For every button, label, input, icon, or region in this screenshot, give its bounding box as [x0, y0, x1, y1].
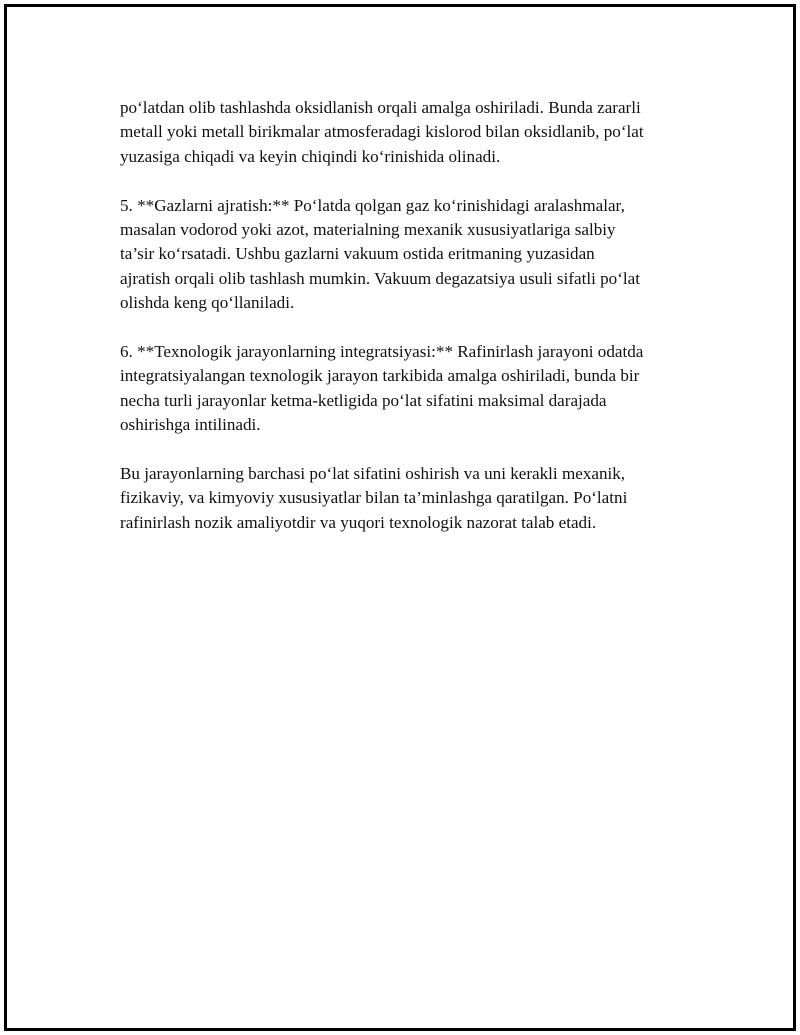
paragraph-gas-separation: 5. **Gazlarni ajratish:** Po‘latda qolgan gaz ko‘rinishidagi aralashmalar, masalan vodorod yoki azot, materialning mexanik xususiyatlariga salbiy ta’sir ko‘rsatadi. Ushbu gazlarni vakuum ostida eritmaning yuzasidan ajratish orqali olib tashlash mumkin. Vakuum degazatsiya usuli sifatli po‘lat olishda keng qo‘llaniladi. [120, 195, 640, 313]
document-body [120, 96, 720, 560]
page-frame [4, 4, 796, 1031]
paragraph-process-integration: 6. **Texnologik jarayonlarning integratsiyasi:** Rafinirlash jarayoni odatda integratsiyalangan texnologik jarayon tarkibida amalga oshiriladi, bunda bir necha turli jarayonlar ketma-ketligida po‘lat sifatini maksimal darajada oshirishga intilinadi. [120, 342, 644, 435]
paragraph-oxidation-continued: po‘latdan olib tashlashda oksidlanish orqali amalga oshiriladi. Bunda zararli metall yoki metall birikmalar atmosferadagi kislorod bilan oksidlanib, po‘lat yuzasiga chiqadi va keyin chiqindi ko‘rinishida olinadi. [120, 98, 644, 166]
paragraph-conclusion: Bu jarayonlarning barchasi po‘lat sifatini oshirish va uni kerakli mexanik, fizikaviy, va kimyoviy xususiyatlar bilan ta’minlashga qaratilgan. Po‘latni rafinirlash nozik amaliyotdir va yuqori texnologik nazorat talab etadi. [120, 464, 628, 532]
